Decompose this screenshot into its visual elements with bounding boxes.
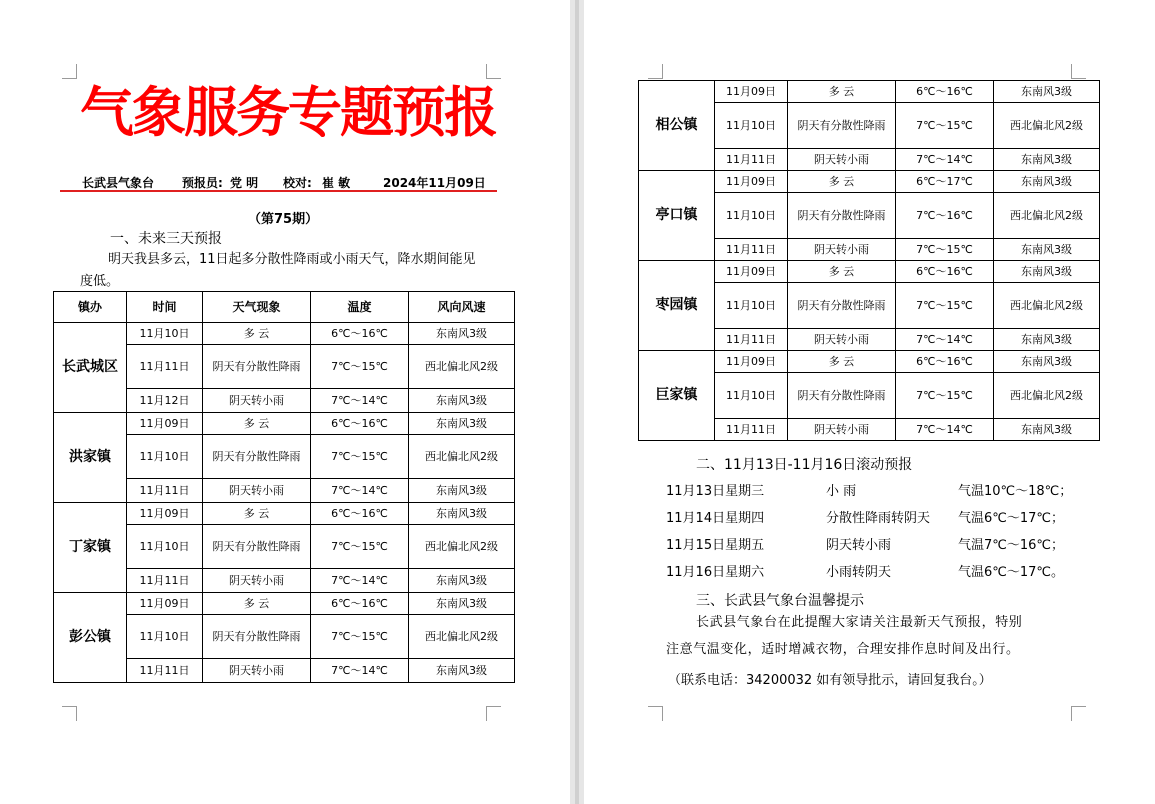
intro-line-1: 明天我县多云，11日起多分散性降雨或小雨天气，降水期间能见 — [108, 252, 476, 267]
forecast-temp: 气温10℃～18℃； — [958, 484, 1073, 499]
table-row — [54, 323, 515, 345]
document-page-right — [584, 0, 1155, 804]
corner-mark — [62, 706, 77, 721]
cell-weather: 多 云 — [203, 323, 311, 345]
cell-wind: 西北偏北风2级 — [994, 283, 1100, 329]
forecast-weather: 阴天转小雨 — [826, 538, 892, 553]
cell-time: 11月11日 — [127, 479, 203, 503]
cell-time: 11月10日 — [715, 193, 788, 239]
cell-wind: 东南风3级 — [994, 351, 1100, 373]
forecast-day: 11月14日星期四 — [666, 511, 765, 526]
corner-mark — [648, 706, 663, 721]
station-name: 长武县气象台 — [82, 176, 155, 190]
cell-temp: 7℃～15℃ — [896, 283, 994, 329]
cell-wind: 西北偏北风2级 — [409, 525, 515, 569]
cell-weather: 多 云 — [788, 261, 896, 283]
header-temp: 温度 — [311, 292, 409, 323]
cell-time: 11月11日 — [127, 659, 203, 683]
cell-weather: 阴天转小雨 — [788, 149, 896, 171]
cell-temp: 7℃～15℃ — [896, 103, 994, 149]
cell-time: 11月10日 — [127, 525, 203, 569]
cell-time: 11月10日 — [127, 435, 203, 479]
cell-temp: 6℃～16℃ — [311, 593, 409, 615]
cell-time: 11月09日 — [715, 171, 788, 193]
cell-weather: 阴天转小雨 — [788, 419, 896, 441]
cell-temp: 7℃～15℃ — [311, 615, 409, 659]
cell-weather: 阴天转小雨 — [203, 389, 311, 413]
cell-weather: 阴天有分散性降雨 — [788, 103, 896, 149]
cell-weather: 阴天转小雨 — [203, 659, 311, 683]
cell-weather: 阴天有分散性降雨 — [203, 615, 311, 659]
forecast-temp: 气温6℃～17℃。 — [958, 565, 1065, 580]
cell-weather: 多 云 — [203, 413, 311, 435]
cell-wind: 东南风3级 — [409, 479, 515, 503]
cell-time: 11月09日 — [127, 593, 203, 615]
header-town: 镇办 — [54, 292, 127, 323]
forecast-day: 11月13日星期三 — [666, 484, 765, 499]
cell-wind: 东南风3级 — [994, 329, 1100, 351]
cell-weather: 阴天有分散性降雨 — [203, 525, 311, 569]
cell-time: 11月11日 — [715, 419, 788, 441]
forecast-table-right — [638, 80, 1100, 441]
cell-time: 11月10日 — [715, 103, 788, 149]
cell-time: 11月10日 — [127, 615, 203, 659]
forecast-weather: 分散性降雨转阴天 — [826, 511, 931, 526]
cell-time: 11月09日 — [127, 413, 203, 435]
cell-weather: 阴天转小雨 — [203, 479, 311, 503]
cell-wind: 东南风3级 — [409, 593, 515, 615]
cell-temp: 7℃～14℃ — [311, 479, 409, 503]
cell-time: 11月10日 — [127, 323, 203, 345]
forecast-temp: 气温7℃～16℃； — [958, 538, 1065, 553]
cell-wind: 东南风3级 — [409, 413, 515, 435]
table-row — [639, 81, 1100, 103]
table-row — [639, 261, 1100, 283]
forecast-weather: 小雨转阴天 — [826, 565, 892, 580]
cell-wind: 东南风3级 — [409, 569, 515, 593]
town-name: 洪家镇 — [54, 413, 127, 503]
checker-label: 校对: — [283, 176, 312, 190]
cell-temp: 7℃～14℃ — [311, 659, 409, 683]
forecast-day: 11月16日星期六 — [666, 565, 765, 580]
cell-weather: 阴天转小雨 — [788, 239, 896, 261]
cell-temp: 7℃～15℃ — [311, 345, 409, 389]
cell-time: 11月09日 — [715, 261, 788, 283]
cell-wind: 东南风3级 — [409, 389, 515, 413]
cell-wind: 西北偏北风2级 — [409, 435, 515, 479]
cell-temp: 6℃～16℃ — [311, 323, 409, 345]
town-name: 彭公镇 — [54, 593, 127, 683]
town-name: 巨家镇 — [639, 351, 715, 441]
header-weather: 天气现象 — [203, 292, 311, 323]
cell-time: 11月11日 — [127, 569, 203, 593]
cell-wind: 东南风3级 — [409, 659, 515, 683]
corner-mark — [62, 64, 77, 79]
cell-temp: 6℃～16℃ — [896, 351, 994, 373]
forecaster-name: 党 明 — [230, 176, 259, 190]
table-row — [54, 503, 515, 525]
cell-temp: 7℃～15℃ — [311, 525, 409, 569]
cell-temp: 6℃～16℃ — [896, 81, 994, 103]
document-title: 气象服务专题预报 — [80, 80, 496, 144]
cell-wind: 东南风3级 — [409, 323, 515, 345]
checker-name: 崔 敏 — [322, 176, 351, 190]
document-page-left — [0, 0, 570, 804]
cell-wind: 西北偏北风2级 — [994, 193, 1100, 239]
cell-weather: 多 云 — [203, 503, 311, 525]
section1-heading: 一、未来三天预报 — [110, 231, 222, 247]
cell-temp: 7℃～14℃ — [311, 389, 409, 413]
contact-line: （联系电话：34200032 如有领导批示，请回复我台。） — [668, 673, 992, 688]
table-row — [54, 593, 515, 615]
cell-temp: 6℃～16℃ — [896, 261, 994, 283]
cell-time: 11月11日 — [715, 149, 788, 171]
corner-mark — [1071, 706, 1086, 721]
cell-wind: 东南风3级 — [994, 149, 1100, 171]
table-row — [54, 413, 515, 435]
header-rule — [60, 190, 497, 192]
cell-wind: 东南风3级 — [994, 419, 1100, 441]
cell-temp: 7℃～14℃ — [896, 149, 994, 171]
cell-wind: 东南风3级 — [994, 261, 1100, 283]
cell-weather: 阴天有分散性降雨 — [788, 283, 896, 329]
cell-wind: 东南风3级 — [994, 81, 1100, 103]
cell-weather: 阴天有分散性降雨 — [788, 373, 896, 419]
cell-weather: 多 云 — [788, 81, 896, 103]
town-name: 枣园镇 — [639, 261, 715, 351]
cell-time: 11月10日 — [715, 373, 788, 419]
cell-weather: 阴天转小雨 — [788, 329, 896, 351]
town-name: 长武城区 — [54, 323, 127, 413]
cell-weather: 阴天有分散性降雨 — [203, 345, 311, 389]
corner-mark — [1071, 64, 1086, 79]
issue-date: 2024年11月09日 — [383, 176, 486, 190]
cell-time: 11月09日 — [715, 81, 788, 103]
cell-weather: 多 云 — [788, 171, 896, 193]
cell-temp: 6℃～16℃ — [311, 413, 409, 435]
forecaster-label: 预报员: — [182, 176, 223, 190]
cell-temp: 7℃～14℃ — [896, 419, 994, 441]
header-wind: 风向风速 — [409, 292, 515, 323]
cell-temp: 6℃～16℃ — [311, 503, 409, 525]
town-name: 相公镇 — [639, 81, 715, 171]
tip-line-2: 注意气温变化，适时增减衣物，合理安排作息时间及出行。 — [666, 642, 1020, 657]
cell-temp: 7℃～15℃ — [311, 435, 409, 479]
cell-wind: 东南风3级 — [994, 171, 1100, 193]
cell-temp: 7℃～14℃ — [311, 569, 409, 593]
cell-time: 11月10日 — [715, 283, 788, 329]
cell-weather: 阴天有分散性降雨 — [203, 435, 311, 479]
cell-weather: 多 云 — [788, 351, 896, 373]
cell-weather: 阴天有分散性降雨 — [788, 193, 896, 239]
issue-number: （第75期） — [248, 212, 319, 227]
cell-time: 11月11日 — [715, 239, 788, 261]
table-row — [639, 171, 1100, 193]
tip-line-1: 长武县气象台在此提醒大家请关注最新天气预报，特别 — [696, 615, 1023, 630]
cell-wind: 东南风3级 — [994, 239, 1100, 261]
cell-wind: 东南风3级 — [409, 503, 515, 525]
town-name: 亭口镇 — [639, 171, 715, 261]
section3-heading: 三、长武县气象台温馨提示 — [696, 593, 864, 609]
cell-temp: 7℃～14℃ — [896, 329, 994, 351]
forecast-weather: 小 雨 — [826, 484, 857, 499]
page-gutter — [570, 0, 584, 804]
cell-time: 11月11日 — [127, 345, 203, 389]
corner-mark — [486, 706, 501, 721]
cell-temp: 7℃～16℃ — [896, 193, 994, 239]
cell-weather: 多 云 — [203, 593, 311, 615]
intro-line-2: 度低。 — [80, 274, 120, 289]
forecast-temp: 气温6℃～17℃； — [958, 511, 1065, 526]
forecast-day: 11月15日星期五 — [666, 538, 765, 553]
cell-weather: 阴天转小雨 — [203, 569, 311, 593]
cell-wind: 西北偏北风2级 — [409, 345, 515, 389]
table-row — [639, 351, 1100, 373]
cell-wind: 西北偏北风2级 — [409, 615, 515, 659]
cell-wind: 西北偏北风2级 — [994, 103, 1100, 149]
cell-temp: 6℃～17℃ — [896, 171, 994, 193]
forecast-table-left — [53, 291, 515, 683]
cell-temp: 7℃～15℃ — [896, 373, 994, 419]
corner-mark — [648, 64, 663, 79]
cell-wind: 西北偏北风2级 — [994, 373, 1100, 419]
cell-time: 11月09日 — [715, 351, 788, 373]
cell-temp: 7℃～15℃ — [896, 239, 994, 261]
cell-time: 11月11日 — [715, 329, 788, 351]
header-time: 时间 — [127, 292, 203, 323]
section2-heading: 二、11月13日-11月16日滚动预报 — [696, 457, 913, 473]
town-name: 丁家镇 — [54, 503, 127, 593]
cell-time: 11月12日 — [127, 389, 203, 413]
cell-time: 11月09日 — [127, 503, 203, 525]
